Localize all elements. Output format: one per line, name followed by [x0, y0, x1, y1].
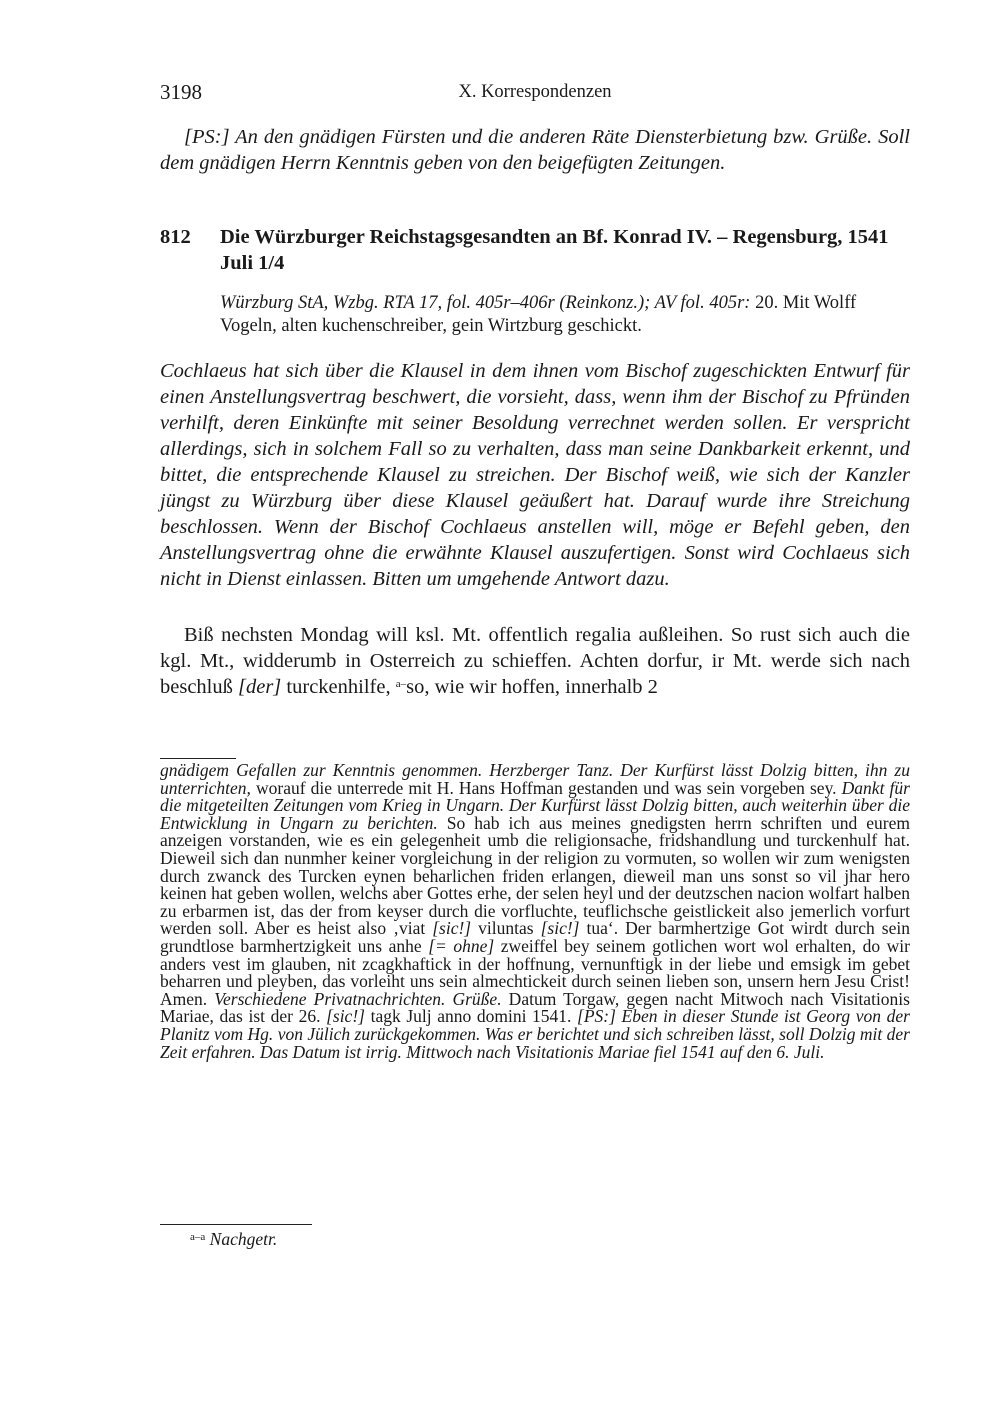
entry-title: Die Würzburger Reichstagsgesandten an Bf. Konrad IV. – Regensburg, 1541 Juli 1/4 [220, 226, 889, 274]
footnote-divider [160, 758, 236, 759]
fn-text: tagk Julj anno domini 1541. [364, 1006, 578, 1027]
fn-text: tua‘. Der barmhertzige Got wirdt durch sein grundtlose barmhertzigkeit uns anhe [160, 918, 910, 956]
fn-sic: [sic!] [326, 1006, 365, 1027]
fn-editorial: [= ohne] [428, 935, 495, 956]
postscript-paragraph: [PS:] An den gnädigen Fürsten und die anderen Räte Diensterbietung bzw. Grüße. Soll dem gnädigen Herrn Kenntnis geben von den beigefügten Zeitungen. [160, 126, 910, 174]
fn-text: Datum Torgaw, gegen nacht Mitwoch nach Visitationis Mariae, das ist der 26. [160, 988, 910, 1027]
fn-sic: [sic!] [432, 918, 472, 939]
apparatus-divider [160, 1224, 312, 1225]
page-number: 3198 [160, 80, 202, 104]
fn-text-italic: Verschiedene Privatnachrichten. Grüße. [214, 988, 502, 1009]
fn-text-italic: [PS:] Eben in dieser Stunde ist Georg von der Planitz vom Hg. von Jülich zurückgekommen. Was er berichtet und sich schreiben lässt, soll Dolzig mit der Zeit erfahren. Das Datum ist irrig. Mittwoch nach Visitationis Mariae fiel 1541 auf den 6. Juli. [160, 1006, 910, 1062]
editorial-insertion: [der] [238, 676, 282, 698]
variant-marker: a– [395, 678, 407, 690]
fn-text-italic: gnädigem Gefallen zur Kenntnis genommen. Herzberger Tanz. Der Kurfürst lässt Dolzig bitten, ihn zu unterrichten, [160, 760, 910, 798]
body-text-3: so, wie wir hoffen, innerhalb 2 [406, 676, 658, 698]
variant-apparatus-text: Nachgetr. [209, 1229, 278, 1249]
body-text-1: Biß nechsten Mondag will ksl. Mt. offentlich regalia außleihen. So rust sich auch die kgl. Mt., widderumb in Osterreich zu schieffen. Achten dorfur, ir Mt. werde sich nach beschluß [160, 624, 910, 698]
fn-text: viluntas [471, 918, 541, 939]
fn-text: zweiffel bey seinem gotlichen wort wol erhalten, do wir anders vest im glauben, nit zcagkhaftick in der hoffnung, vernunftigk in der liebe und emsigk im gebet beharren und pleyben, das vorleiht uns sein almechtickeit durch seinen lieben son, unsern hern Jesu Crist! Amen. [160, 935, 910, 1009]
regest-summary: Cochlaeus hat sich über die Klausel in dem ihnen vom Bischof zugeschickten Entwurf für einen Anstellungsvertrag beschwert, die vorsieht, dass, wenn ihm der Bischof zu Pfründen verhilft, deren Einkünfte mit seiner Besoldung verrechnet werden sollen. Er verspricht allerdings, sich in solchem Fall so zu verhalten, dass man seine Dankbarkeit erkennt, und bittet, die entsprechende Klausel zu streichen. Der Bischof weiß, wie sich der Kanzler jüngst zu Würzburg über diese Klausel geäußert hat. Darauf wurde ihre Streichung beschlossen. Wenn der Bischof Cochlaeus anstellen will, möge er Befehl geben, den Anstellungsvertrag ohne die erwähnte Klausel auszufertigen. Sonst wird Cochlaeus sich nicht in Dienst einlassen. Bitten um umgehende Antwort dazu. [160, 360, 910, 590]
running-title: X. Korrespondenzen [458, 82, 612, 102]
fn-text: worauf die unterrede mit H. Hans Hoffman gestanden und was sein vorgeben sey. [250, 777, 842, 798]
fn-text-italic: Dankt für die mitgeteilten Zeitungen vom Krieg in Ungarn. Der Kurfürst lässt Dolzig bitten, auch weiterhin über die Entwicklung in Ungarn zu berichten. [160, 777, 910, 833]
body-text-2: turckenhilfe, [281, 676, 396, 698]
body-paragraph [160, 622, 910, 700]
variant-apparatus-marker: a–a [190, 1231, 206, 1243]
page-header [160, 80, 910, 108]
fn-sic: [sic!] [540, 918, 580, 939]
footnote-block [160, 762, 910, 1061]
source-note [220, 292, 910, 338]
variant-apparatus [190, 1228, 277, 1250]
entry-number: 812 [160, 226, 191, 248]
source-remark: 20. Mit Wolff Vogeln, alten kuchenschreiber, gein Wirtzburg geschickt. [220, 293, 857, 336]
source-archive: Würzburg StA, Wzbg. RTA 17, fol. 405r–406r (Reinkonz.); AV fol. 405r: [220, 293, 751, 313]
fn-text: So hab ich aus meines gnedigsten herrn schriften und eurem anzeigen vorstanden, wie es ein gelegenheit umb die religionsache, fridshandlung und turckenhulf hat. Dieweil sich dan nunmher keiner vorgleichung in der religion zu vormuten, so wollen wir zum wenigsten durch zwanck des Turcken eynen beharlichen friden erlangen, dieweil man uns sonst so vil jhar hero keinen hat geben wollen, welchs aber Gottes erhe, der selen heyl und der deutzschen nacion wolfart halben zu erbarmen ist, das der from keyser durch die vorfluchte, teuflichsche geistlickeit also jemerlich vorfurt werden soll. Aber es heist also ‚viat [160, 812, 910, 939]
